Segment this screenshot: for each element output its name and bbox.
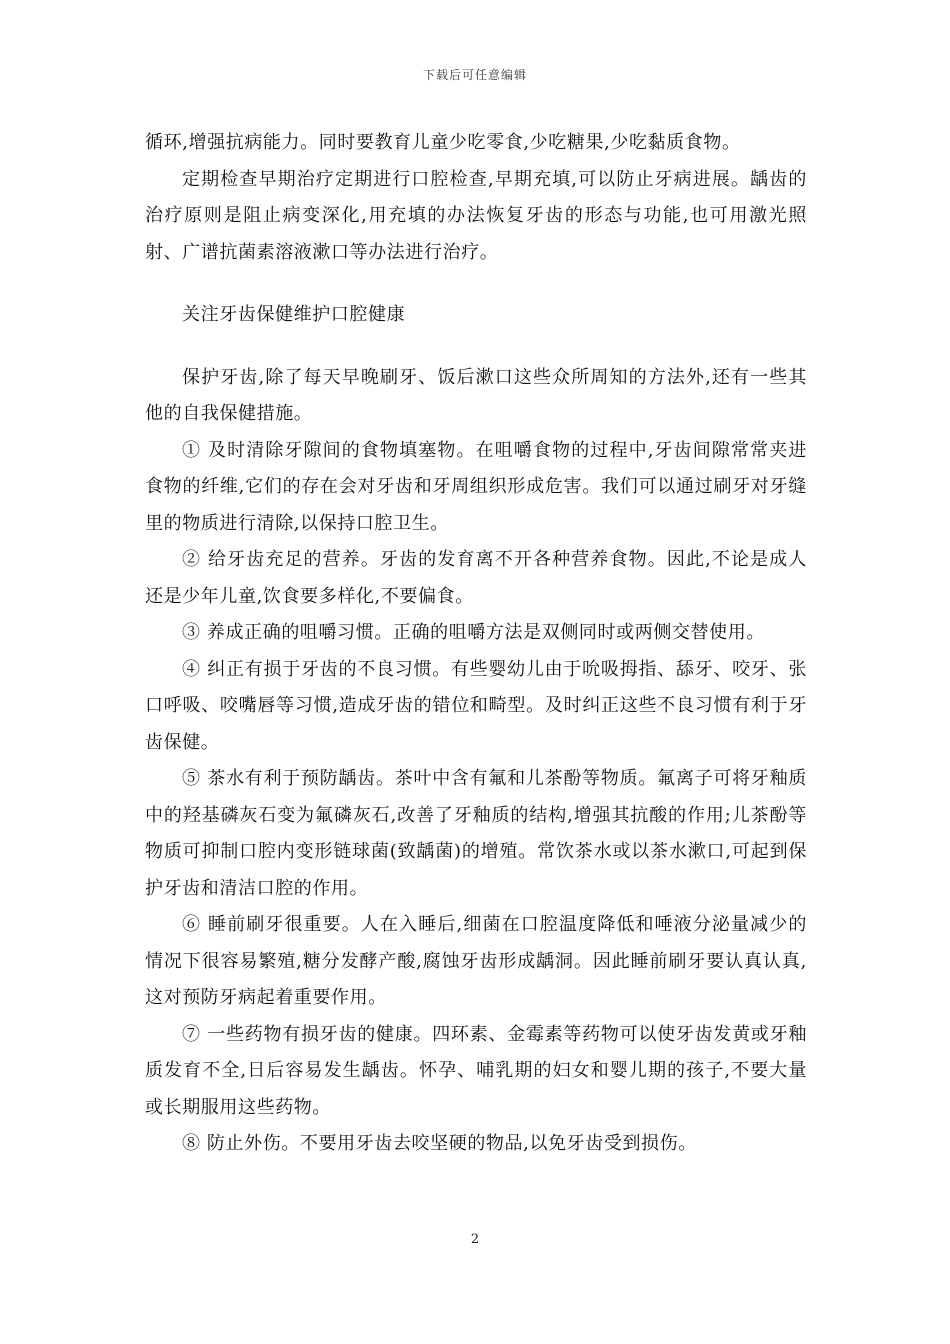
- list-item-1: ① 及时清除牙隙间的食物填塞物。在咀嚼食物的过程中,牙齿间隙常常夹进食物的纤维,它们的存在会对牙齿和牙周组织形成危害。我们可以通过刷牙对牙缝里的物质进行清除,以保持口腔卫生。: [145, 439, 807, 534]
- list-item-2: ② 给牙齿充足的营养。牙齿的发育离不开各种营养食物。因此,不论是成人还是少年儿童,饮食要多样化,不要偏食。: [145, 549, 807, 607]
- list-item-7: ⑦ 一些药物有损牙齿的健康。四环素、金霉素等药物可以使牙齿发黄或牙釉质发育不全,日后容易发生龋齿。怀孕、哺乳期的妇女和婴儿期的孩子,不要大量或长期服用这些药物。: [145, 1023, 807, 1118]
- document-body: [145, 125, 807, 1163]
- list-item-5: ⑤ 茶水有利于预防龋齿。茶叶中含有氟和儿茶酚等物质。氟离子可将牙釉质中的羟基磷灰石变为氟磷灰石,改善了牙釉质的结构,增强其抗酸的作用;儿茶酚等物质可抑制口腔内变形链球菌(致龋菌)的增殖。常饮茶水或以茶水漱口,可起到保护牙齿和清洁口腔的作用。: [145, 768, 807, 899]
- page-header-note: 下载后可任意编辑: [422, 68, 527, 82]
- list-item-4: ④ 纠正有损于牙齿的不良习惯。有些婴幼儿由于吮吸拇指、舔牙、咬牙、张口呼吸、咬嘴唇等习惯,造成牙齿的错位和畸型。及时纠正这些不良习惯有利于牙齿保健。: [145, 658, 807, 753]
- list-item-6: ⑥ 睡前刷牙很重要。人在入睡后,细菌在口腔温度降低和唾液分泌量减少的情况下很容易繁殖,糖分发酵产酸,腐蚀牙齿形成龋洞。因此睡前刷牙要认真认真,这对预防牙病起着重要作用。: [145, 914, 807, 1008]
- list-item-3: ③ 养成正确的咀嚼习惯。正确的咀嚼方法是双侧同时或两侧交替使用。: [182, 622, 765, 643]
- paragraph-regular-checkup: 定期检查早期治疗定期进行口腔检查,早期充填,可以防止牙病进展。龋齿的治疗原则是阻止病变深化,用充填的办法恢复牙齿的形态与功能,也可用激光照射、广谱抗菌素溶液漱口等办法进行治疗。: [145, 168, 807, 263]
- page-number: 2: [470, 1232, 480, 1247]
- section-heading: 关注牙齿保健维护口腔健康: [182, 304, 406, 325]
- paragraph-intro: 保护牙齿,除了每天早晚刷牙、饭后漱口这些众所周知的方法外,还有一些其他的自我保健措施。: [145, 366, 807, 424]
- paragraph-continuation: 循环,增强抗病能力。同时要教育儿童少吃零食,少吃糖果,少吃黏质食物。: [145, 132, 741, 153]
- list-item-8: ⑧ 防止外伤。不要用牙齿去咬坚硬的物品,以免牙齿受到损伤。: [182, 1133, 697, 1154]
